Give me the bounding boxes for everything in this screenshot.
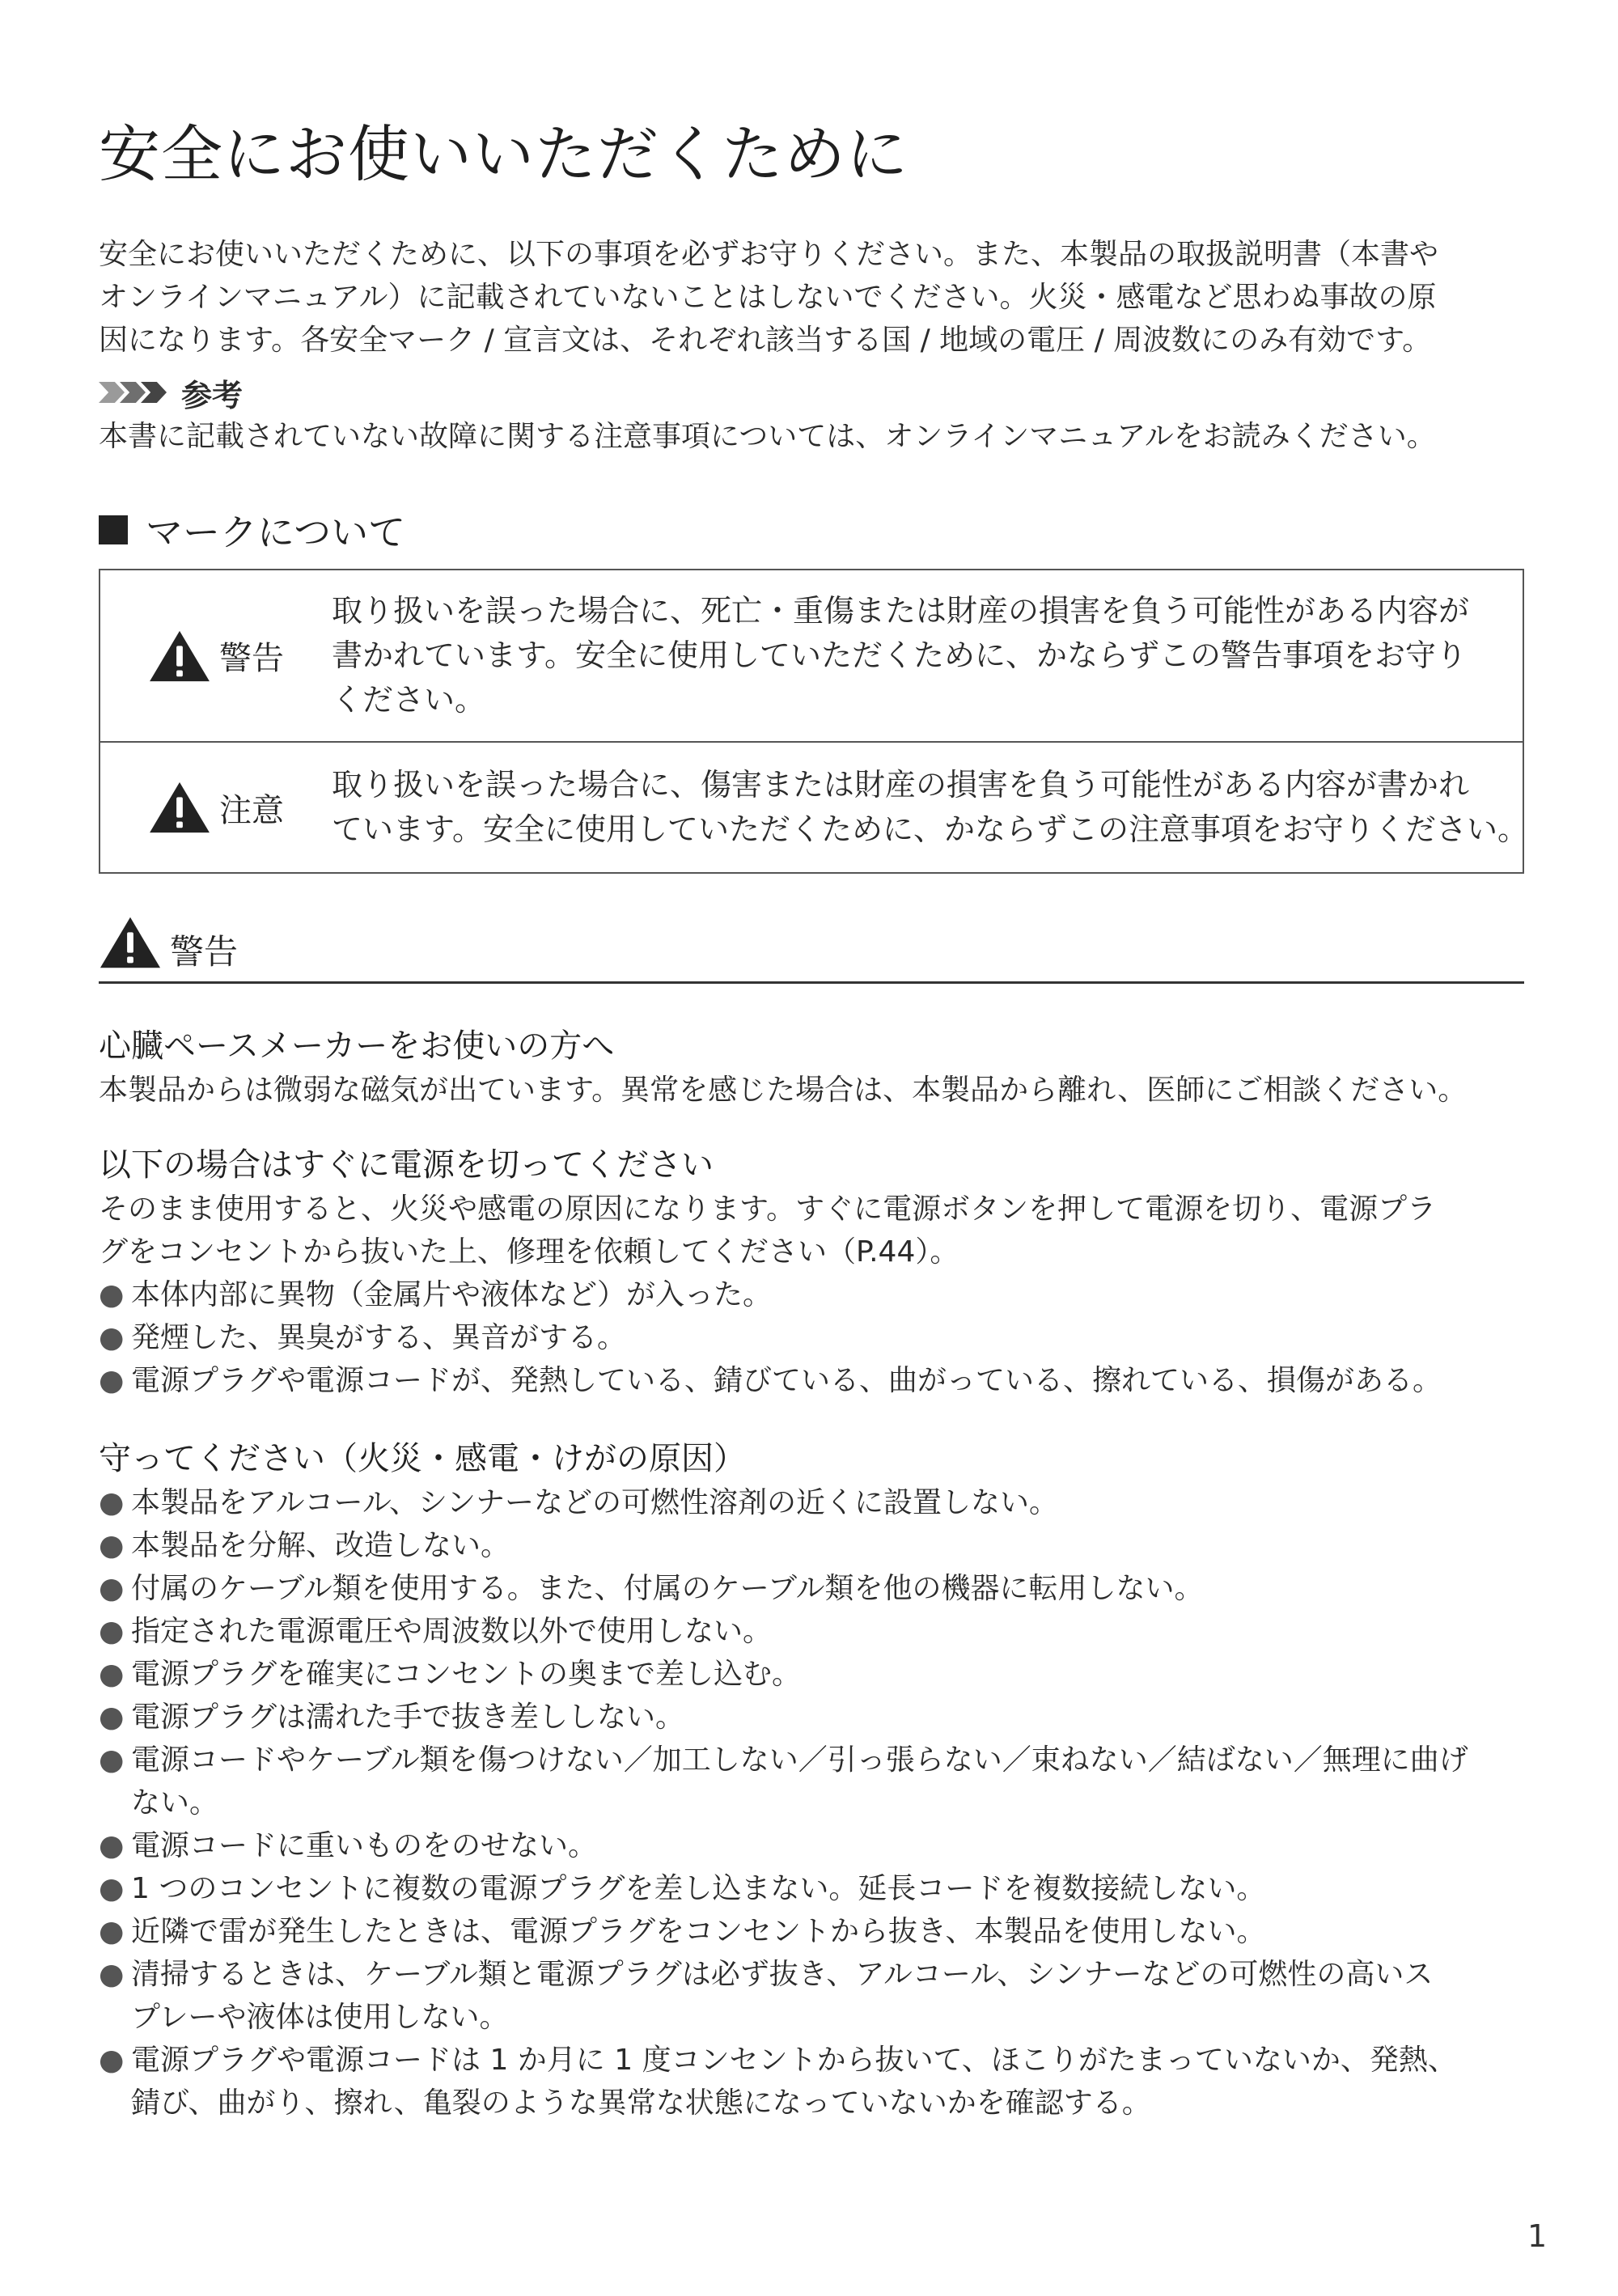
- bullet-list: [99, 1273, 1524, 1402]
- list-item: [99, 1316, 1524, 1359]
- mark-row-warning: [100, 570, 1523, 743]
- list-item: [99, 1567, 1524, 1610]
- list-item-text: 電源プラグや電源コードは 1 か月に 1 度コンセントから抜いて、ほこりがたまっていないか、発熱、: [131, 2044, 1457, 2077]
- bullet-icon: ●: [99, 1364, 125, 1397]
- bullet-icon: ●: [99, 1615, 125, 1648]
- mark-label: 警告: [219, 640, 284, 677]
- manual-page: [99, 0, 1528, 2296]
- bullet-icon: ●: [99, 1486, 125, 1519]
- list-item-text: ない。: [131, 1786, 219, 1819]
- bullet-icon: ●: [99, 1701, 125, 1734]
- section-precautions: [99, 1436, 1524, 2124]
- list-item-text: 発煙した、異臭がする、異音がする。: [131, 1321, 627, 1354]
- list-item: [99, 1524, 1524, 1567]
- warning-triangle-icon: [148, 629, 211, 684]
- list-item: [99, 1359, 1524, 1402]
- list-item: [99, 1953, 1524, 2039]
- section-text: 本製品からは微弱な磁気が出ています。異常を感じた場合は、本製品から離れ、医師にご相談ください。: [99, 1074, 1468, 1107]
- section-heading: 心臓ペースメーカーをお使いの方へ: [99, 1027, 615, 1065]
- mark-label: 注意: [219, 791, 284, 829]
- warning-heading-label: 警告: [170, 932, 239, 972]
- intro-line: 安全にお使いいただくために、以下の事項を必ずお守りください。また、本製品の取扱説明書（本書や: [99, 238, 1439, 271]
- list-item-text: 電源プラグを確実にコンセントの奥まで差し込む。: [131, 1658, 802, 1691]
- mark-description-line: ください。: [332, 682, 486, 718]
- list-item-text: 電源プラグや電源コードが、発熱している、錆びている、曲がっている、擦れている、損傷がある。: [131, 1364, 1442, 1397]
- mark-description-line: 書かれています。安全に使用していただくために、かならずこの警告事項をお守り: [332, 638, 1467, 673]
- list-item-text: プレーや液体は使用しない。: [131, 2001, 509, 2034]
- section-pacemaker: [99, 1023, 1524, 1112]
- list-item: [99, 1910, 1524, 1953]
- mark-description-line: ています。安全に使用していただくために、かならずこの注意事項をお守りください。: [332, 811, 1528, 847]
- list-item: [99, 1610, 1524, 1653]
- bullet-icon: ●: [99, 1529, 125, 1562]
- marks-heading-label: マークについて: [146, 510, 406, 554]
- intro-line: オンラインマニュアル）に記載されていないことはしないでください。火災・感電など思わぬ事故の原: [99, 281, 1437, 314]
- mark-symbol: [100, 629, 332, 684]
- list-item: [99, 1273, 1524, 1316]
- marks-table: [99, 569, 1528, 874]
- reference-text: 本書に記載されていない故障に関する注意事項については、オンラインマニュアルをお読みください。: [99, 420, 1436, 453]
- list-item: [99, 1481, 1524, 1524]
- list-item-text: 電源コードに重いものをのせない。: [131, 1829, 598, 1862]
- mark-row-caution: [100, 743, 1528, 872]
- bullet-icon: ●: [99, 1829, 125, 1862]
- list-item: [99, 1653, 1524, 1696]
- reference-heading: [99, 375, 244, 413]
- square-bullet-icon: [99, 515, 128, 544]
- bullet-icon: ●: [99, 1278, 125, 1311]
- bullet-icon: ●: [99, 1743, 125, 1777]
- mark-description: [332, 589, 1523, 722]
- list-item-text: 1 つのコンセントに複数の電源プラグを差し込まない。延長コードを複数接続しない。: [131, 1872, 1266, 1905]
- list-item: [99, 1696, 1524, 1739]
- bullet-icon: ●: [99, 1958, 125, 1991]
- chevrons-icon: [99, 382, 162, 403]
- page-title: 安全にお使いいただくために: [99, 118, 909, 190]
- intro-paragraph: [99, 233, 1524, 362]
- reference-label: 参考: [181, 377, 244, 413]
- list-item: [99, 1867, 1524, 1910]
- section-heading: 守ってください（火災・感電・けがの原因）: [99, 1440, 746, 1477]
- warning-triangle-icon: [99, 914, 162, 971]
- bullet-icon: ●: [99, 1658, 125, 1691]
- list-item-text: 近隣で雷が発生したときは、電源プラグをコンセントから抜き、本製品を使用しない。: [131, 1915, 1266, 1948]
- list-item: [99, 1824, 1524, 1867]
- bullet-icon: ●: [99, 1321, 125, 1354]
- section-text-line: グをコンセントから抜いた上、修理を依頼してください（P.44）。: [99, 1235, 959, 1269]
- section-power-off: [99, 1142, 1524, 1402]
- list-item-text: 本体内部に異物（金属片や液体など）が入った。: [131, 1278, 773, 1311]
- mark-description: [332, 763, 1543, 852]
- bullet-icon: ●: [99, 1915, 125, 1948]
- marks-section-heading: [99, 503, 405, 557]
- list-item-text: 錆び、曲がり、擦れ、亀裂のような異常な状態になっていないかを確認する。: [131, 2086, 1151, 2120]
- list-item: [99, 2039, 1524, 2124]
- list-item-text: 電源コードやケーブル類を傷つけない／加工しない／引っ張らない／束ねない／結ばない／無理に曲げ: [131, 1743, 1468, 1777]
- warning-section-heading: [99, 914, 1524, 984]
- list-item-text: 本製品をアルコール、シンナーなどの可燃性溶剤の近くに設置しない。: [131, 1486, 1059, 1519]
- list-item: [99, 1739, 1524, 1824]
- list-item-text: 電源プラグは濡れた手で抜き差ししない。: [131, 1701, 685, 1734]
- bullet-icon: ●: [99, 2044, 125, 2077]
- list-item-text: 付属のケーブル類を使用する。また、付属のケーブル類を他の機器に転用しない。: [131, 1572, 1204, 1605]
- bullet-list: [99, 1481, 1524, 2124]
- section-heading: 以下の場合はすぐに電源を切ってください: [99, 1146, 714, 1184]
- mark-description-line: 取り扱いを誤った場合に、死亡・重傷または財産の損害を負う可能性がある内容が: [332, 593, 1470, 629]
- bullet-icon: ●: [99, 1872, 125, 1905]
- section-text-line: そのまま使用すると、火災や感電の原因になります。すぐに電源ボタンを押して電源を切り、電源プラ: [99, 1192, 1437, 1226]
- mark-symbol: [100, 780, 332, 835]
- list-item-text: 清掃するときは、ケーブル類と電源プラグは必ず抜き、アルコール、シンナーなどの可燃性の高いス: [131, 1958, 1434, 1991]
- warning-triangle-icon: [148, 780, 211, 835]
- bullet-icon: ●: [99, 1572, 125, 1605]
- mark-description-line: 取り扱いを誤った場合に、傷害または財産の損害を負う可能性がある内容が書かれ: [332, 767, 1470, 803]
- intro-line: 因になります。各安全マーク / 宣言文は、それぞれ該当する国 / 地域の電圧 / 周波数にのみ有効です。: [99, 324, 1432, 357]
- list-item-text: 指定された電源電圧や周波数以外で使用しない。: [131, 1615, 773, 1648]
- page-number: 1: [1527, 2218, 1548, 2254]
- list-item-text: 本製品を分解、改造しない。: [131, 1529, 510, 1562]
